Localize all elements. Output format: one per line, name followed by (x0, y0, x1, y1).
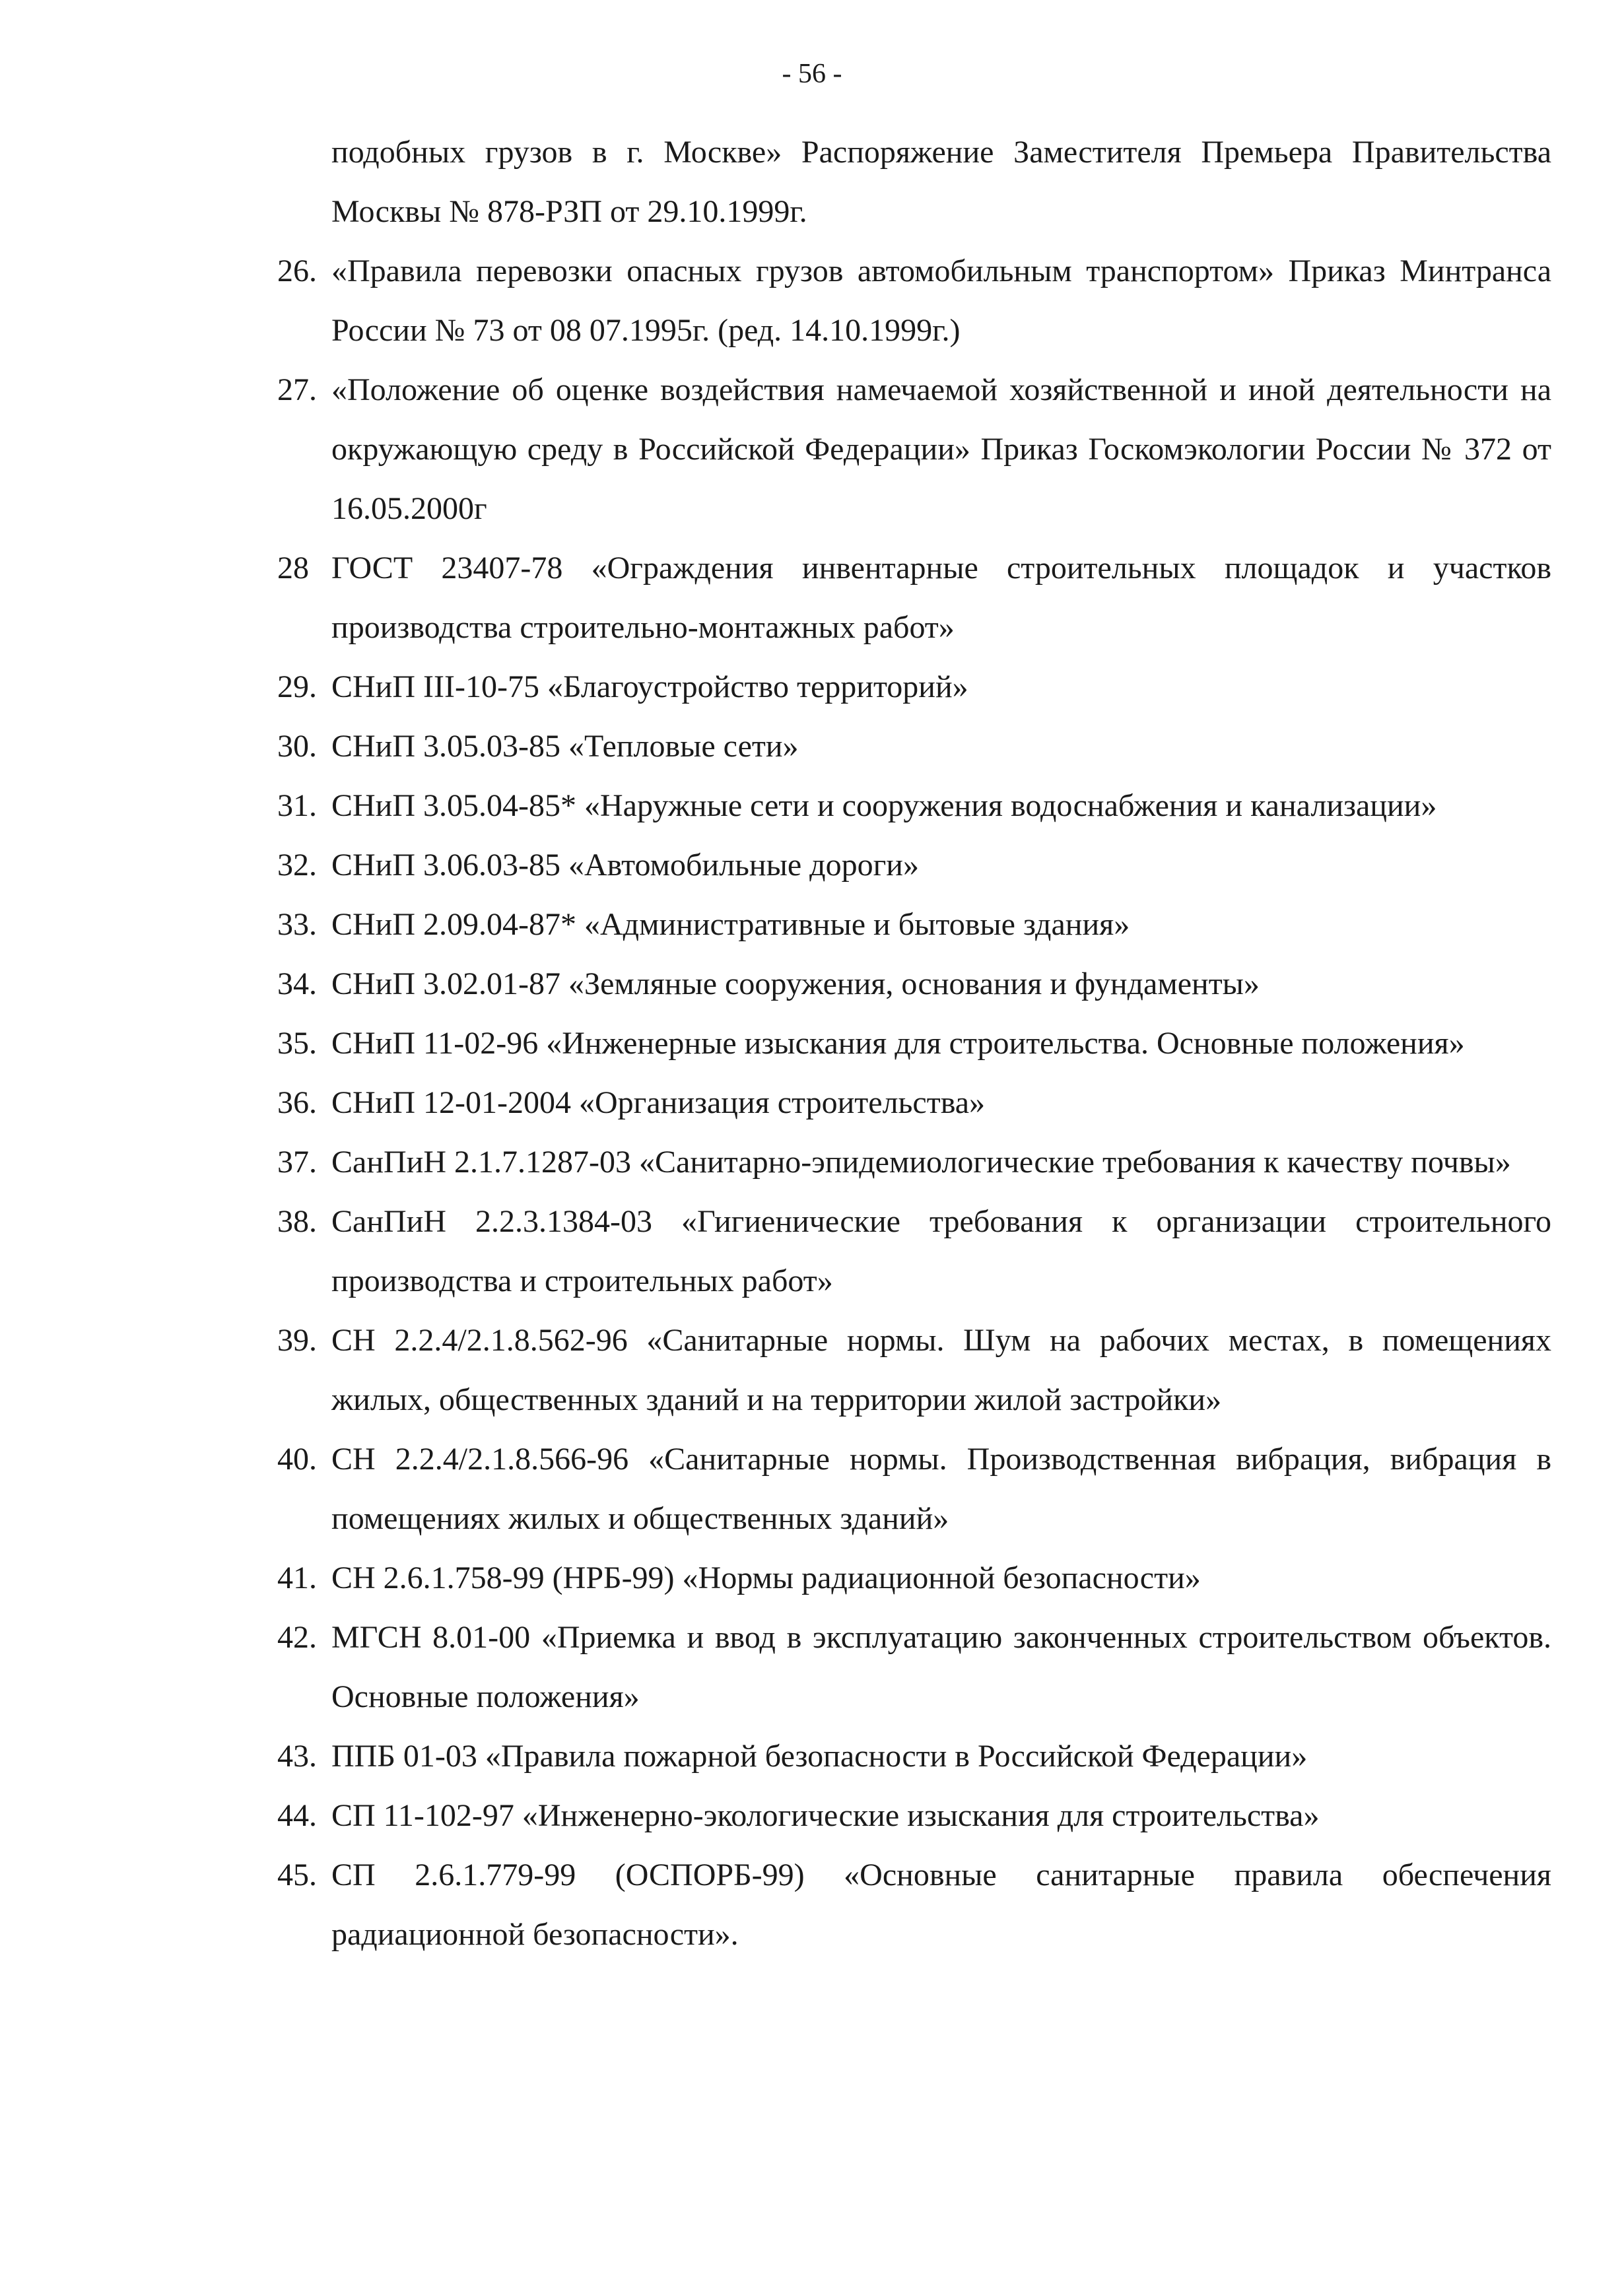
entry-text: «Правила перевозки опасных грузов автомобильным транспортом» Приказ Минтранса России № 73 от 08 07.1995г. (ред. 14.10.1999г.) (331, 253, 1551, 348)
entry-text: СП 11-102-97 «Инженерно-экологические изыскания для строительства» (331, 1798, 1320, 1833)
list-item-34 (277, 954, 1551, 1014)
entry-number: 30. (277, 729, 317, 764)
entry-text: СНиП 3.06.03-85 «Автомобильные дороги» (331, 848, 919, 883)
entry-number: 28 (277, 551, 309, 585)
list-item-33 (277, 895, 1551, 954)
entry-number: 36. (277, 1085, 317, 1120)
entry-number: 37. (277, 1145, 317, 1180)
list-item-45 (277, 1846, 1551, 1964)
entry-number: 34. (277, 966, 317, 1001)
entry-number: 27. (277, 372, 317, 407)
entry-number: 32. (277, 848, 317, 883)
entry-number: 33. (277, 907, 317, 942)
entry-number: 41. (277, 1560, 317, 1595)
list-item-32 (277, 836, 1551, 895)
list-item-36 (277, 1073, 1551, 1133)
entry-number: 43. (277, 1739, 317, 1774)
list-item-30 (277, 717, 1551, 776)
entry-number: 39. (277, 1323, 317, 1358)
entry-number: 31. (277, 788, 317, 823)
list-item-43 (277, 1727, 1551, 1786)
entry-text: СанПиН 2.2.3.1384-03 «Гигиенические требования к организации строительного производства и строительных работ» (331, 1204, 1551, 1298)
entry-text: СанПиН 2.1.7.1287-03 «Санитарно-эпидемиологические требования к качеству почвы» (331, 1145, 1511, 1180)
list-item-38 (277, 1192, 1551, 1311)
entry-number: 38. (277, 1204, 317, 1239)
entry-text: СНиП 3.02.01-87 «Земляные сооружения, основания и фундаменты» (331, 966, 1260, 1001)
entry-number: 40. (277, 1442, 317, 1477)
list-item-28 (277, 539, 1551, 657)
page-number: - 56 - (782, 59, 842, 89)
entry-number: 45. (277, 1857, 317, 1892)
entry-text: «Положение об оценке воздействия намечаемой хозяйственной и иной деятельности на окружающую среду в Российской Федерации» Приказ Госкомэкологии России № 372 от 16.05.2000г (331, 372, 1551, 526)
entry-text: МГСН 8.01-00 «Приемка и ввод в эксплуатацию законченных строительством объектов. Основные положения» (331, 1620, 1551, 1714)
entry-text: СНиП 3.05.04-85* «Наружные сети и сооружения водоснабжения и канализации» (331, 788, 1437, 823)
entry-text: подобных грузов в г. Москве» Распоряжение Заместителя Премьера Правительства Москвы № 878-РЗП от 29.10.1999г. (331, 135, 1551, 229)
entry-text: ГОСТ 23407-78 «Ограждения инвентарные строительных площадок и участков производства строительно-монтажных работ» (331, 551, 1551, 645)
list-item-27 (277, 360, 1551, 539)
list-item-35 (277, 1014, 1551, 1073)
entry-text: СН 2.2.4/2.1.8.566-96 «Санитарные нормы. Производственная вибрация, вибрация в помещениях жилых и общественных зданий» (331, 1442, 1551, 1536)
entry-number: 26. (277, 253, 317, 288)
reference-list (277, 123, 1551, 1964)
entry-text: СНиП 12-01-2004 «Организация строительства» (331, 1085, 986, 1120)
list-item-26 (277, 242, 1551, 360)
list-item-42 (277, 1608, 1551, 1727)
list-item-40 (277, 1430, 1551, 1549)
entry-text: СНиП III-10-75 «Благоустройство территорий» (331, 669, 968, 704)
entry-number: 42. (277, 1620, 317, 1655)
list-item-41 (277, 1549, 1551, 1608)
entry-number: 29. (277, 669, 317, 704)
entry-text: СНиП 3.05.03-85 «Тепловые сети» (331, 729, 799, 764)
entry-text: СНиП 11-02-96 «Инженерные изыскания для строительства. Основные положения» (331, 1026, 1465, 1061)
entry-number: 35. (277, 1026, 317, 1061)
list-item-29 (277, 657, 1551, 717)
entry-text: СНиП 2.09.04-87* «Административные и бытовые здания» (331, 907, 1130, 942)
list-item-37 (277, 1133, 1551, 1192)
entry-text: СП 2.6.1.779-99 (ОСПОРБ-99) «Основные санитарные правила обеспечения радиационной безопасности». (331, 1857, 1551, 1952)
list-item-31 (277, 776, 1551, 836)
entry-text: ППБ 01-03 «Правила пожарной безопасности в Российской Федерации» (331, 1739, 1308, 1774)
list-item-continuation (277, 123, 1551, 242)
list-item-39 (277, 1311, 1551, 1430)
entry-number: 44. (277, 1798, 317, 1833)
list-item-44 (277, 1786, 1551, 1846)
entry-text: СН 2.6.1.758-99 (НРБ-99) «Нормы радиационной безопасности» (331, 1560, 1201, 1595)
entry-text: СН 2.2.4/2.1.8.562-96 «Санитарные нормы. Шум на рабочих местах, в помещениях жилых, общественных зданий и на территории жилой застройки» (331, 1323, 1551, 1417)
